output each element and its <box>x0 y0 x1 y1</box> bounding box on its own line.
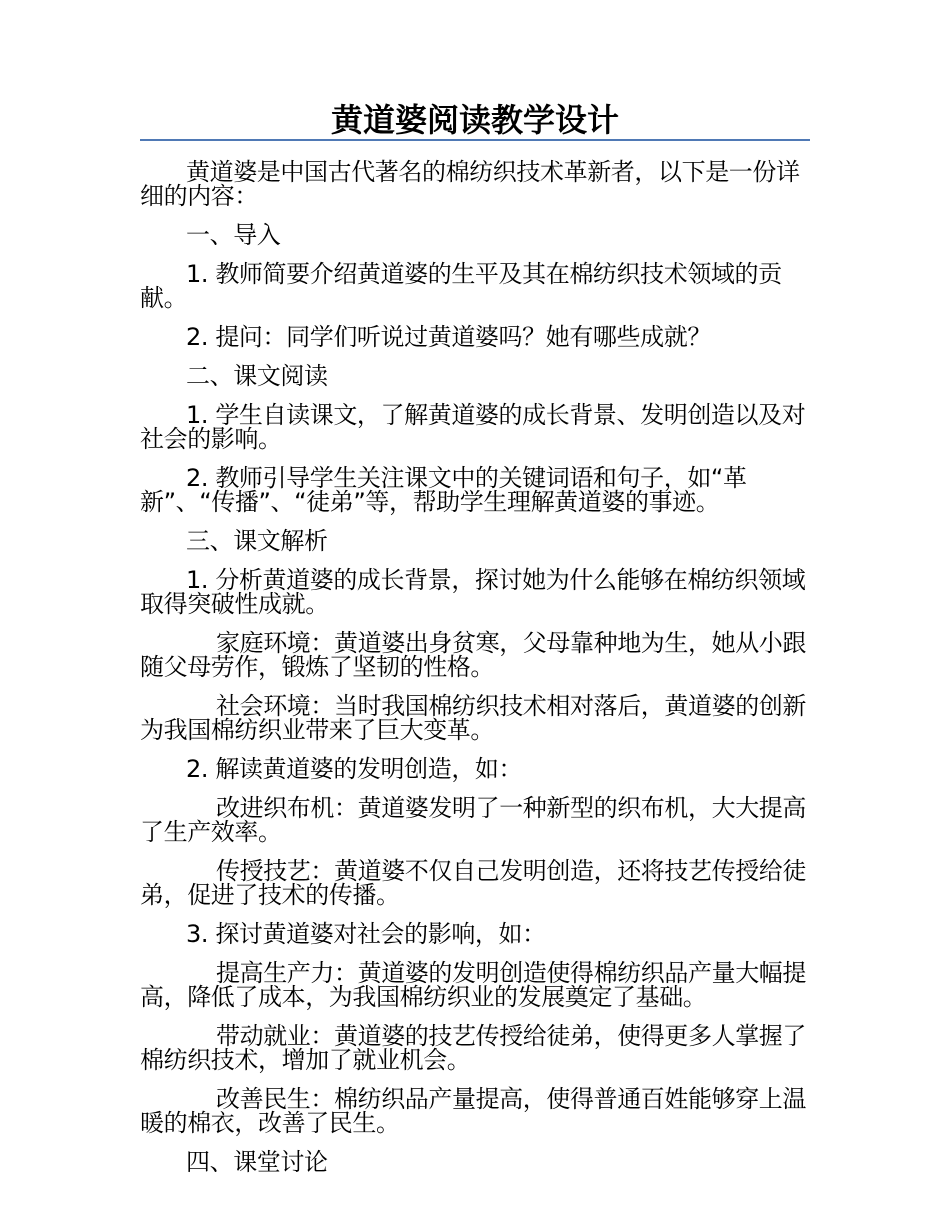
sub-item: 提高生产力：黄道婆的发明创造使得棉纺织品产量大幅提高，降低了成本，为我国棉纺织业的发展奠定了基础。 <box>140 959 806 1011</box>
list-item: 1. 教师简要介绍黄道婆的生平及其在棉纺织技术领域的贡献。 <box>140 260 782 312</box>
section-heading-reading: 二、课文阅读 <box>186 362 328 390</box>
list-item: 2. 提问：同学们听说过黄道婆吗？她有哪些成就？ <box>186 323 711 351</box>
list-item: 2. 教师引导学生关注课文中的关键词语和句子，如“革新”、“传播”、“徒弟”等，帮助学生理解黄道婆的事迹。 <box>140 464 747 516</box>
sub-item: 改进织布机：黄道婆发明了一种新型的织布机，大大提高了生产效率。 <box>140 794 806 846</box>
sub-item: 传授技艺：黄道婆不仅自己发明创造，还将技艺传授给徒弟，促进了技术的传播。 <box>140 857 806 909</box>
document-title: 黄道婆阅读教学设计 <box>330 101 619 139</box>
title-underline <box>140 139 810 141</box>
sub-item: 社会环境：当时我国棉纺织技术相对落后，黄道婆的创新为我国棉纺织业带来了巨大变革。 <box>140 692 806 744</box>
list-item: 3. 探讨黄道婆对社会的影响，如： <box>186 920 546 948</box>
document-body <box>140 150 810 1174</box>
section-heading-discussion: 四、课堂讨论 <box>186 1148 328 1176</box>
list-item: 1. 学生自读课文，了解黄道婆的成长背景、发明创造以及对社会的影响。 <box>140 401 806 453</box>
section-heading-analysis: 三、课文解析 <box>186 527 328 555</box>
sub-item: 带动就业：黄道婆的技艺传授给徒弟，使得更多人掌握了棉纺织技术，增加了就业机会。 <box>140 1022 806 1074</box>
sub-item: 家庭环境：黄道婆出身贫寒，父母靠种地为生，她从小跟随父母劳作，锻炼了坚韧的性格。 <box>140 629 806 681</box>
sub-item: 改善民生：棉纺织品产量提高，使得普通百姓能够穿上温暖的棉衣，改善了民生。 <box>140 1085 806 1137</box>
list-item: 1. 分析黄道婆的成长背景，探讨她为什么能够在棉纺织领域取得突破性成就。 <box>140 566 806 618</box>
list-item: 2. 解读黄道婆的发明创造，如： <box>186 755 523 783</box>
section-heading-intro: 一、导入 <box>186 221 281 249</box>
intro-paragraph: 黄道婆是中国古代著名的棉纺织技术革新者，以下是一份详细的内容： <box>140 158 800 210</box>
